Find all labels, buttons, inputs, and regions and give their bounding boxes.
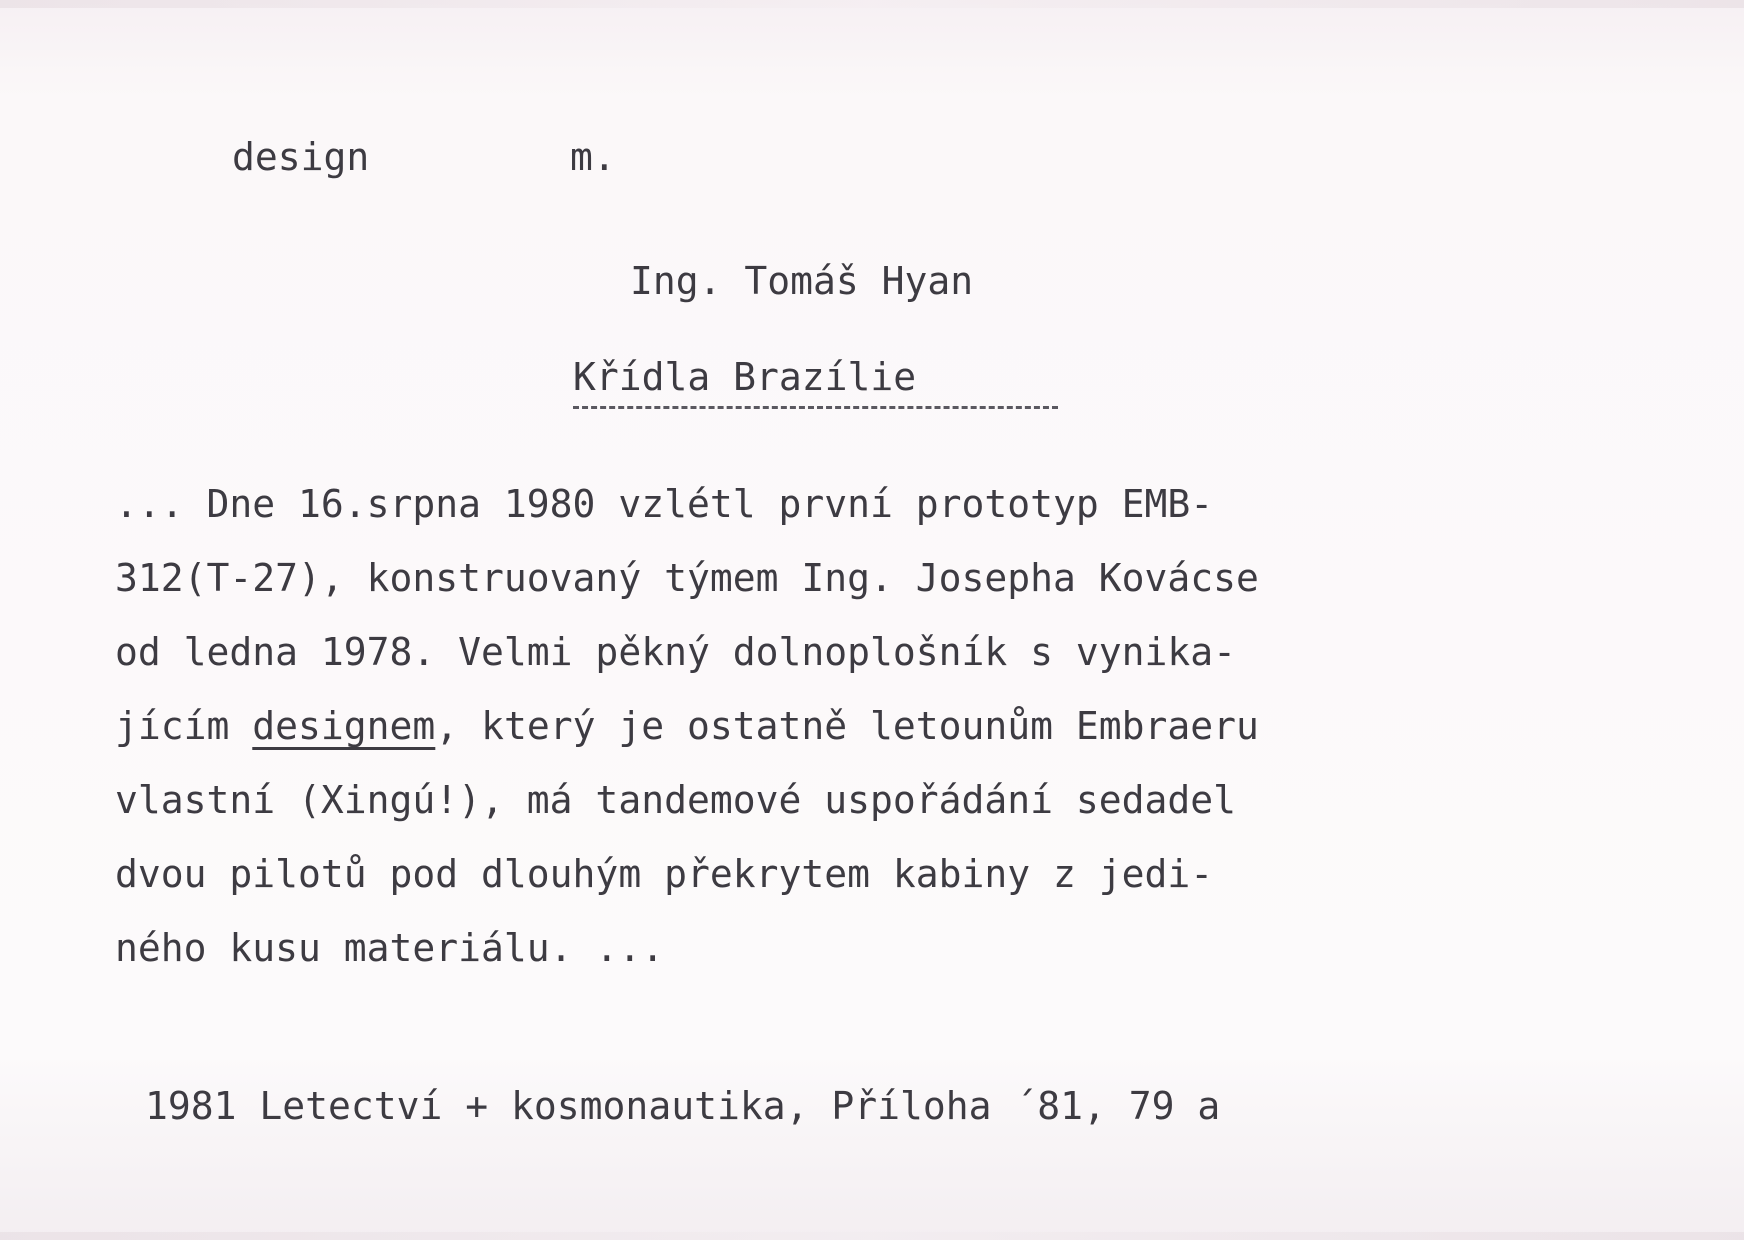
quotation-line: 312(T-27), konstruovaný týmem Ing. Josepha Kovácse — [115, 556, 1259, 600]
article-title: Křídla Brazílie — [573, 355, 917, 399]
top-edge — [0, 0, 1744, 8]
quotation-line: ného kusu materiálu. ... — [115, 926, 665, 970]
gender-label: m. — [570, 135, 616, 179]
headword: design — [232, 135, 370, 179]
quotation-text: , který je ostatně letounům Embraeru — [435, 704, 1259, 748]
quotation-line — [115, 704, 1259, 781]
quotation-line: ... Dne 16.srpna 1980 vzlétl první prototyp EMB- — [115, 482, 1214, 526]
source-citation: 1981 Letectví + kosmonautika, Příloha ´81, 79 a — [145, 1084, 1221, 1128]
quotation-text: jícím — [115, 704, 253, 748]
quotation-line: dvou pilotů pod dlouhým překrytem kabiny z jedi- — [115, 852, 1214, 896]
quotation — [115, 482, 1259, 1003]
highlighted-headword: designem — [252, 704, 436, 748]
bottom-edge — [0, 1232, 1744, 1240]
quotation-line: vlastní (Xingú!), má tandemové uspořádání sedadel — [115, 778, 1237, 822]
author: Ing. Tomáš Hyan — [630, 259, 974, 303]
title-underline — [573, 406, 1058, 409]
quotation-line: od ledna 1978. Velmi pěkný dolnoplošník s vynika- — [115, 630, 1237, 674]
